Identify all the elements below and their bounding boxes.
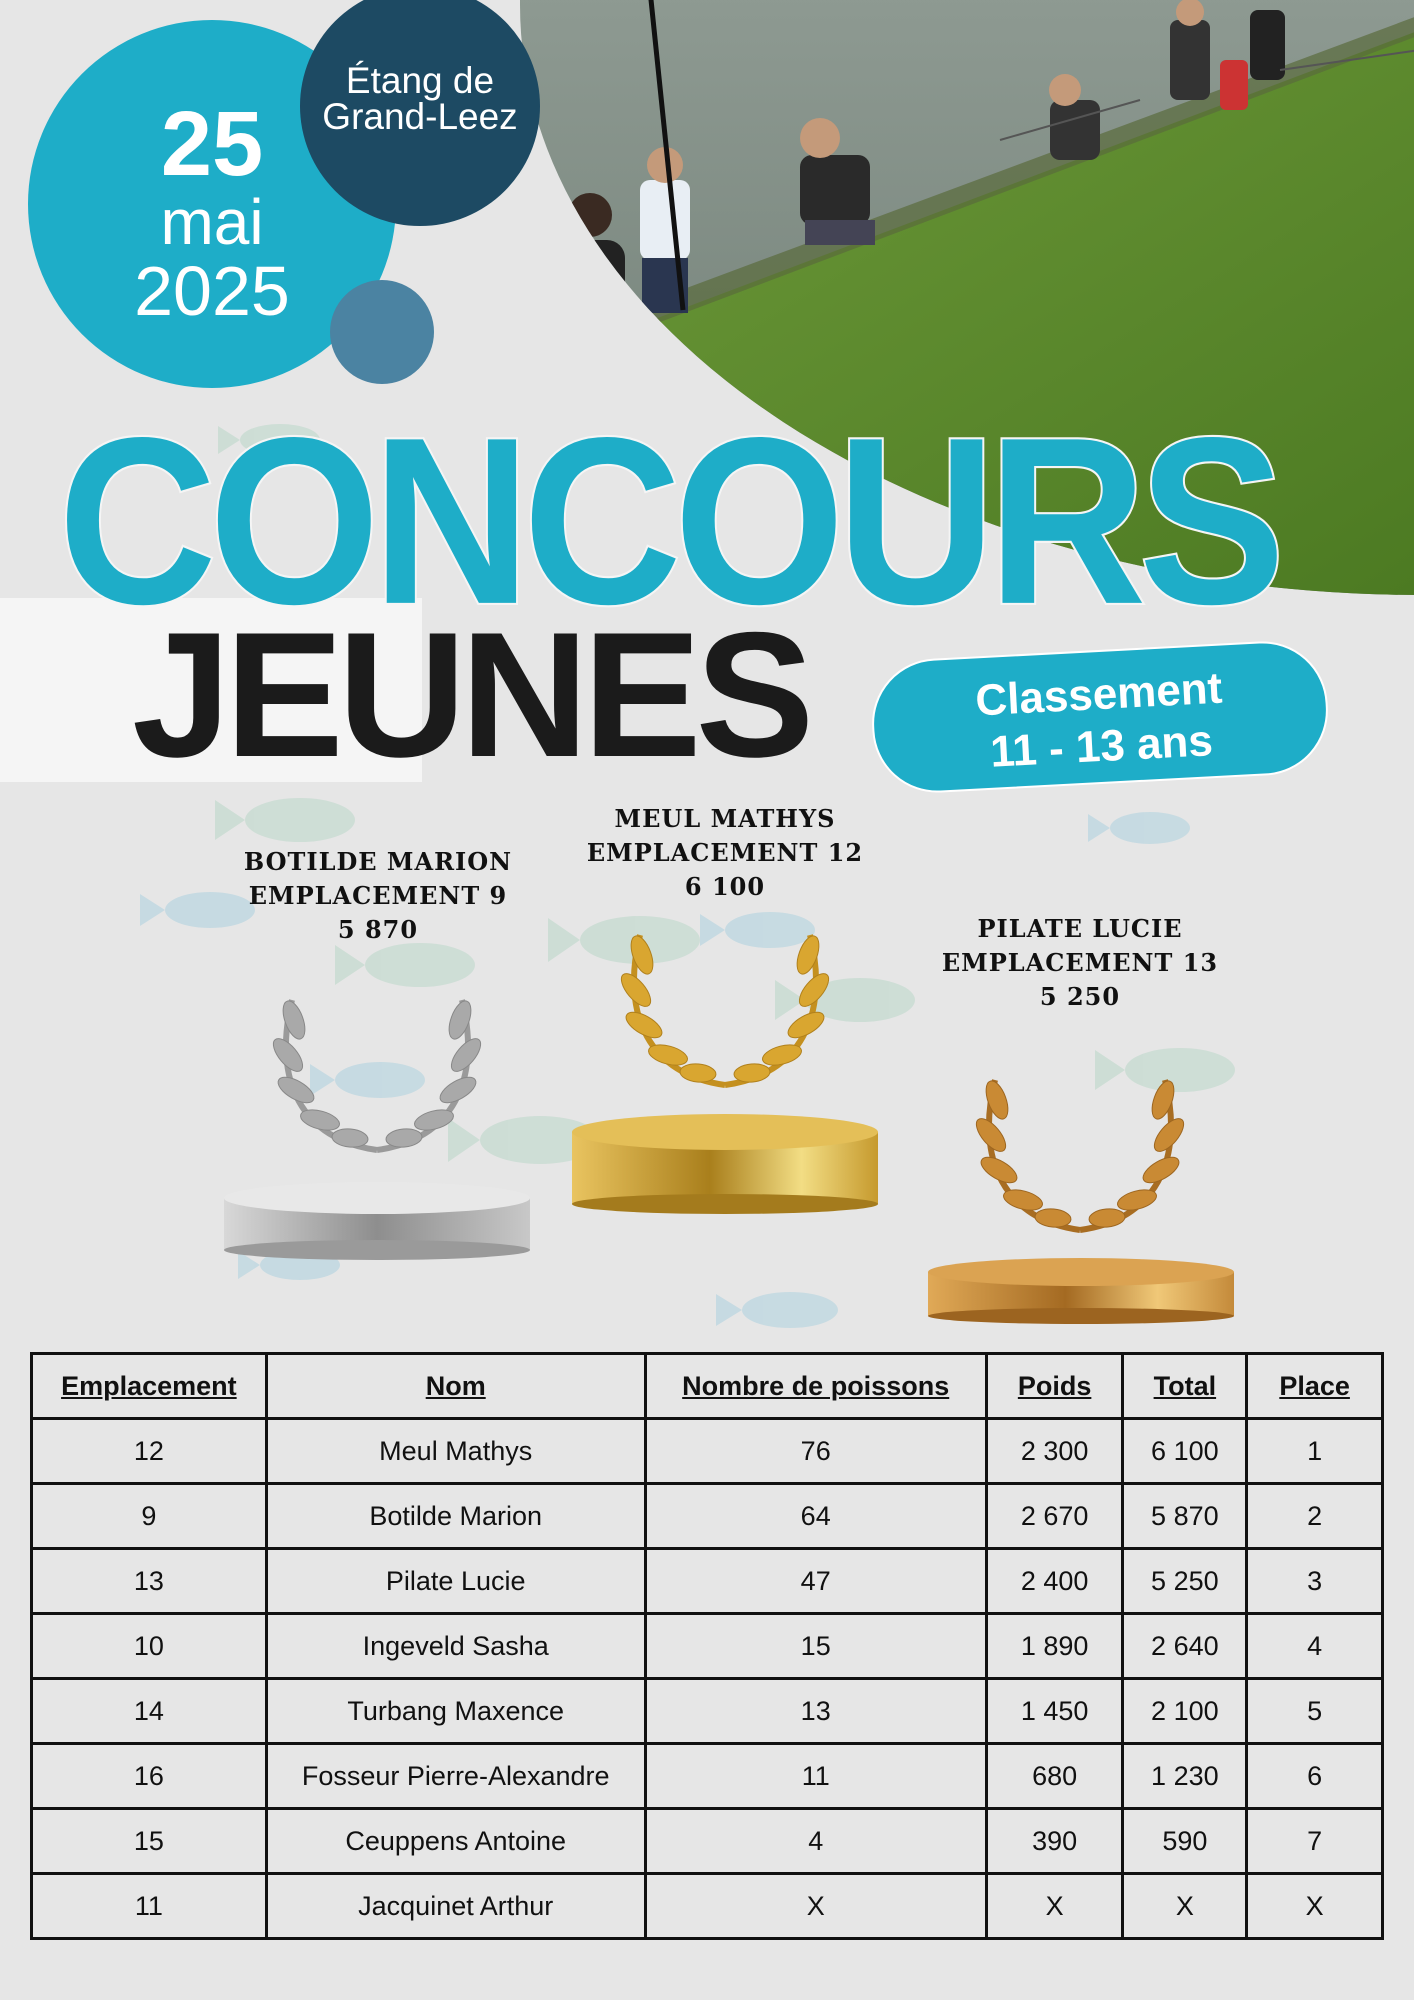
table-cell: X — [1247, 1874, 1383, 1939]
winner-name: MEUL MATHYS — [614, 804, 836, 833]
table-row — [32, 1549, 1383, 1614]
table-cell: 15 — [32, 1809, 267, 1874]
table-cell: 2 100 — [1123, 1679, 1247, 1744]
table-cell: 12 — [32, 1419, 267, 1484]
table-cell: 76 — [645, 1419, 986, 1484]
date-year: 2025 — [134, 252, 290, 330]
table-cell: 3 — [1247, 1549, 1383, 1614]
table-cell: 2 — [1247, 1484, 1383, 1549]
table-cell: 6 — [1247, 1744, 1383, 1809]
table-cell: 2 300 — [986, 1419, 1123, 1484]
location-circle — [300, 0, 540, 226]
table-cell: Botilde Marion — [266, 1484, 645, 1549]
table-cell: 1 230 — [1123, 1744, 1247, 1809]
title-jeunes: JEUNES — [132, 595, 809, 794]
location-line-1: Étang de — [345, 60, 495, 101]
decorative-circle — [330, 280, 434, 384]
bronze-laurel-icon — [965, 1060, 1195, 1240]
podium-third-text — [920, 912, 1240, 1014]
table-cell: 11 — [645, 1744, 986, 1809]
table-row — [32, 1484, 1383, 1549]
table-cell: 1 890 — [986, 1614, 1123, 1679]
age-category: 11 - 13 ans — [989, 716, 1214, 777]
table-cell: 390 — [986, 1809, 1123, 1874]
silver-laurel-icon — [262, 980, 492, 1160]
winner-spot: EMPLACEMENT 12 — [586, 838, 864, 867]
table-cell: 1 450 — [986, 1679, 1123, 1744]
winner-score: 6 100 — [684, 872, 766, 901]
table-cell: Turbang Maxence — [266, 1679, 645, 1744]
table-cell: Ingeveld Sasha — [266, 1614, 645, 1679]
table-row — [32, 1809, 1383, 1874]
winner-spot: EMPLACEMENT 9 — [248, 881, 508, 910]
column-header: Poids — [986, 1354, 1123, 1419]
table-cell: 4 — [645, 1809, 986, 1874]
table-cell: 10 — [32, 1614, 267, 1679]
table-cell: 4 — [1247, 1614, 1383, 1679]
table-cell: 64 — [645, 1484, 986, 1549]
table-cell: 15 — [645, 1614, 986, 1679]
table-cell: 6 100 — [1123, 1419, 1247, 1484]
table-cell: 590 — [1123, 1809, 1247, 1874]
column-header: Emplacement — [32, 1354, 267, 1419]
bronze-podium — [926, 1256, 1236, 1326]
silver-podium — [222, 1180, 532, 1260]
title-concours: CONCOURS — [58, 387, 1278, 654]
results-table — [30, 1352, 1384, 1940]
table-cell: 9 — [32, 1484, 267, 1549]
podium-second-text — [218, 845, 538, 947]
table-cell: X — [645, 1874, 986, 1939]
winner-score: 5 870 — [337, 915, 419, 944]
fish-icon — [215, 798, 355, 842]
table-row — [32, 1679, 1383, 1744]
table-cell: 2 670 — [986, 1484, 1123, 1549]
winner-spot: EMPLACEMENT 13 — [941, 948, 1219, 977]
table-cell: 16 — [32, 1744, 267, 1809]
winner-name: PILATE LUCIE — [977, 914, 1183, 943]
column-header: Nom — [266, 1354, 645, 1419]
table-cell: Meul Mathys — [266, 1419, 645, 1484]
table-cell: 47 — [645, 1549, 986, 1614]
winner-score: 5 250 — [1039, 982, 1121, 1011]
table-cell: 680 — [986, 1744, 1123, 1809]
table-cell: Ceuppens Antoine — [266, 1809, 645, 1874]
classement-label: Classement — [974, 663, 1224, 726]
fish-icon — [1088, 812, 1190, 844]
location-line-2: Grand-Leez — [322, 96, 518, 137]
winner-name: BOTILDE MARION — [243, 847, 513, 876]
table-cell: X — [986, 1874, 1123, 1939]
table-cell: 5 870 — [1123, 1484, 1247, 1549]
table-cell: 14 — [32, 1679, 267, 1744]
fish-icon — [716, 1292, 838, 1328]
table-cell: 1 — [1247, 1419, 1383, 1484]
table-cell: 7 — [1247, 1809, 1383, 1874]
table-row — [32, 1874, 1383, 1939]
table-header-row — [32, 1354, 1383, 1419]
date-day: 25 — [160, 93, 264, 195]
table-cell: 13 — [32, 1549, 267, 1614]
column-header: Place — [1247, 1354, 1383, 1419]
classement-badge — [869, 638, 1331, 796]
table-cell: Jacquinet Arthur — [266, 1874, 645, 1939]
gold-podium — [570, 1112, 880, 1216]
column-header: Nombre de poissons — [645, 1354, 986, 1419]
table-cell: 13 — [645, 1679, 986, 1744]
table-cell: 5 250 — [1123, 1549, 1247, 1614]
table-cell: 2 400 — [986, 1549, 1123, 1614]
table-row — [32, 1419, 1383, 1484]
podium-first-text — [565, 802, 885, 904]
gold-laurel-icon — [610, 915, 840, 1095]
column-header: Total — [1123, 1354, 1247, 1419]
table-row — [32, 1744, 1383, 1809]
date-month: mai — [160, 186, 264, 258]
table-cell: Pilate Lucie — [266, 1549, 645, 1614]
table-cell: 11 — [32, 1874, 267, 1939]
table-row — [32, 1614, 1383, 1679]
table-cell: 2 640 — [1123, 1614, 1247, 1679]
table-cell: X — [1123, 1874, 1247, 1939]
table-cell: 5 — [1247, 1679, 1383, 1744]
table-cell: Fosseur Pierre-Alexandre — [266, 1744, 645, 1809]
